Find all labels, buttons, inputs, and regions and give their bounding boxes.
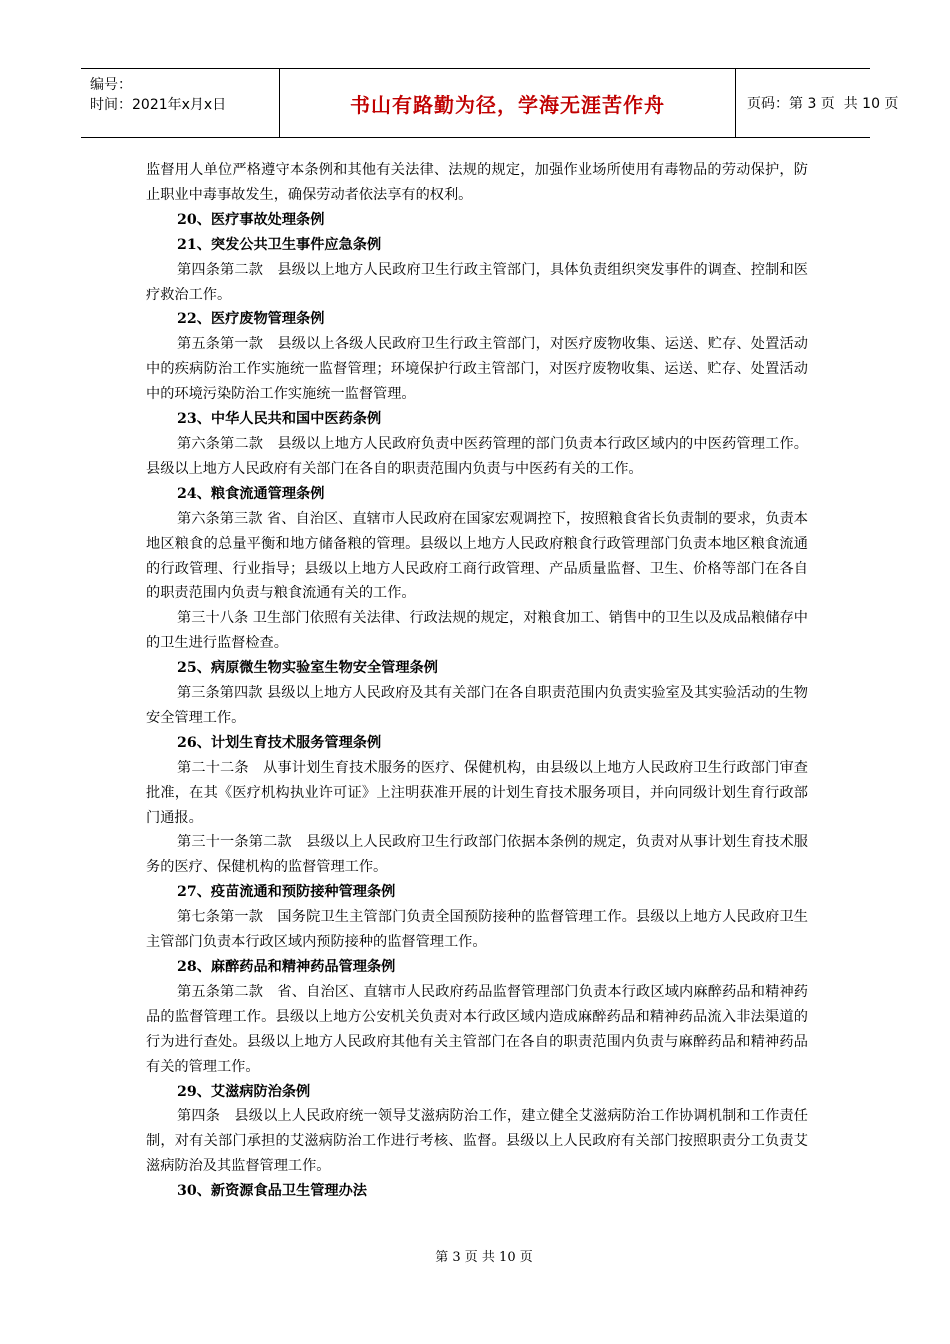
header-meta xyxy=(81,69,280,137)
document-date: 时间：2021年x月x日 xyxy=(90,97,227,113)
page-footer: 第 3 页 共 10 页 xyxy=(435,1250,533,1265)
body-paragraph: 第六条第二款 县级以上地方人民政府负责中医药管理的部门负责本行政区域内的中医药管理工作。县级以上地方人民政府有关部门在各自的职责范围内负责与中医药有关的工作。 xyxy=(146,435,808,477)
section-heading: 21、突发公共卫生事件应急条例 xyxy=(177,236,382,253)
body-paragraph: 第五条第二款 省、自治区、直辖市人民政府药品监督管理部门负责本行政区域内麻醉药品和精神药品的监督管理工作。县级以上地方公安机关负责对本行政区域内造成麻醉药品和精神药品流入非法渠道的行为进行查处。县级以上地方人民政府其他有关主管部门在各自的职责范围内负责与麻醉药品和精神药品有关的管理工作。 xyxy=(146,983,808,1075)
section-heading: 26、计划生育技术服务管理条例 xyxy=(177,734,382,751)
body-paragraph: 第二十二条 从事计划生育技术服务的医疗、保健机构，由县级以上地方人民政府卫生行政部门审查批准，在其《医疗机构执业许可证》上注明获准开展的计划生育技术服务项目，并向同级计划生育行政部门通报。 xyxy=(146,759,808,826)
body-paragraph: 第六条第三款 省、自治区、直辖市人民政府在国家宏观调控下，按照粮食省长负责制的要求，负责本地区粮食的总量平衡和地方储备粮的管理。县级以上地方人民政府粮食行政管理部门负责本地区粮食流通的行政管理、行业指导；县级以上地方人民政府工商行政管理、产品质量监督、卫生、价格等部门在各自的职责范围内负责与粮食流通有关的工作。 xyxy=(146,510,808,602)
body-paragraph: 监督用人单位严格遵守本条例和其他有关法律、法规的规定，加强作业场所使用有毒物品的劳动保护，防止职业中毒事故发生，确保劳动者依法享有的权利。 xyxy=(146,162,808,203)
section-heading: 29、艾滋病防治条例 xyxy=(177,1083,311,1100)
section-heading: 20、医疗事故处理条例 xyxy=(177,211,325,228)
body-paragraph: 第三条第四款 县级以上地方人民政府及其有关部门在各自职责范围内负责实验室及其实验活动的生物安全管理工作。 xyxy=(146,685,808,726)
section-heading: 24、粮食流通管理条例 xyxy=(177,485,325,502)
motto-text: 书山有路勤为径，学海无涯苦作舟 xyxy=(350,92,665,117)
body-paragraph: 第五条第一款 县级以上各级人民政府卫生行政主管部门，对医疗废物收集、运送、贮存、处置活动中的疾病防治工作实施统一监督管理；环境保护行政主管部门，对医疗废物收集、运送、贮存、处置活动中的环境污染防治工作实施统一监督管理。 xyxy=(146,336,808,403)
header-page-number: 页码：第 3 页 共 10 页 xyxy=(747,96,899,112)
section-heading: 28、麻醉药品和精神药品管理条例 xyxy=(177,959,396,975)
header-motto-cell xyxy=(280,69,736,137)
section-heading: 25、病原微生物实验室生物安全管理条例 xyxy=(177,660,438,677)
body-paragraph: 第七条第一款 国务院卫生主管部门负责全国预防接种的监督管理工作。县级以上地方人民政府卫生主管部门负责本行政区域内预防接种的监督管理工作。 xyxy=(146,909,808,951)
document-body xyxy=(146,158,808,1204)
document-number-label: 编号： xyxy=(90,77,132,93)
body-paragraph: 第三十八条 卫生部门依照有关法律、行政法规的规定，对粮食加工、销售中的卫生以及成品粮储存中的卫生进行监督检查。 xyxy=(146,610,808,652)
section-heading: 27、疫苗流通和预防接种管理条例 xyxy=(177,884,396,901)
section-heading: 22、医疗废物管理条例 xyxy=(177,311,325,328)
page-header xyxy=(81,68,899,138)
body-paragraph: 第四条 县级以上人民政府统一领导艾滋病防治工作，建立健全艾滋病防治工作协调机制和工作责任制，对有关部门承担的艾滋病防治工作进行考核、监督。县级以上人民政府有关部门按照职责分工负责艾滋病防治及其监督管理工作。 xyxy=(146,1108,808,1175)
section-heading: 30、新资源食品卫生管理办法 xyxy=(177,1183,367,1200)
section-heading: 23、中华人民共和国中医药条例 xyxy=(177,411,382,428)
body-paragraph: 第三十一条第二款 县级以上人民政府卫生行政部门依据本条例的规定，负责对从事计划生育技术服务的医疗、保健机构的监督管理工作。 xyxy=(146,834,808,876)
body-paragraph: 第四条第二款 县级以上地方人民政府卫生行政主管部门，具体负责组织突发事件的调查、控制和医疗救治工作。 xyxy=(146,261,808,303)
